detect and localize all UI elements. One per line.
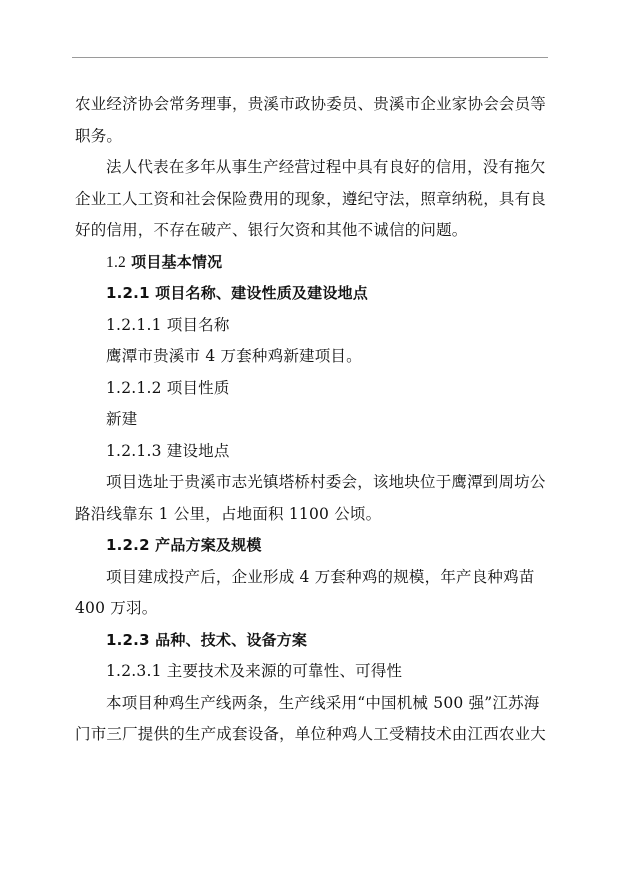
sub-subsection-heading: 1.2.1.2 项目性质 bbox=[106, 378, 230, 397]
paragraph-line: 400 万羽。 bbox=[75, 599, 158, 617]
paragraph-line: 好的信用，不存在破产、银行欠资和其他不诚信的问题。 bbox=[75, 221, 468, 239]
sub-subsection-heading: 1.2.3.1 主要技术及来源的可靠性、可得性 bbox=[106, 662, 403, 680]
paragraph-line: 项目选址于贵溪市志光镇塔桥村委会，该地块位于鹰潭到周坊公 bbox=[106, 473, 546, 491]
subsection-heading: 1.2.1 项目名称、建设性质及建设地点 bbox=[106, 284, 368, 302]
paragraph-line: 法人代表在多年从事生产经营过程中具有良好的信用，没有拖欠 bbox=[106, 158, 546, 176]
paragraph-line: 项目建成投产后，企业形成 4 万套种鸡的规模，年产良种鸡苗 bbox=[106, 567, 535, 586]
paragraph-line: 门市三厂提供的生产成套设备，单位种鸡人工受精技术由江西农业大 bbox=[75, 725, 547, 743]
section-heading bbox=[75, 247, 551, 279]
paragraph-line: 农业经济协会常务理事，贵溪市政协委员、贵溪市企业家协会会员等 bbox=[75, 95, 547, 113]
document-body bbox=[75, 89, 551, 751]
section-number: 1.2 bbox=[106, 253, 126, 271]
paragraph-line: 鹰潭市贵溪市 4 万套种鸡新建项目。 bbox=[106, 347, 362, 365]
paragraph-line: 路沿线靠东 1 公里，占地面积 1100 公顷。 bbox=[75, 504, 382, 523]
subsection-heading: 1.2.3 品种、技术、设备方案 bbox=[106, 630, 308, 649]
sub-subsection-heading: 1.2.1.1 项目名称 bbox=[106, 315, 230, 334]
paragraph-line: 新建 bbox=[106, 410, 138, 428]
paragraph-line: 职务。 bbox=[75, 126, 123, 145]
header-rule bbox=[72, 57, 548, 58]
sub-subsection-heading: 1.2.1.3 建设地点 bbox=[106, 441, 230, 460]
paragraph-line: 企业工人工资和社会保险费用的现象，遵纪守法，照章纳税，具有良 bbox=[75, 189, 547, 208]
section-title: 项目基本情况 bbox=[131, 252, 223, 271]
subsection-heading: 1.2.2 产品方案及规模 bbox=[106, 536, 262, 554]
paragraph-line: 本项目种鸡生产线两条，生产线采用“中国机械 500 强”江苏海 bbox=[106, 693, 540, 712]
